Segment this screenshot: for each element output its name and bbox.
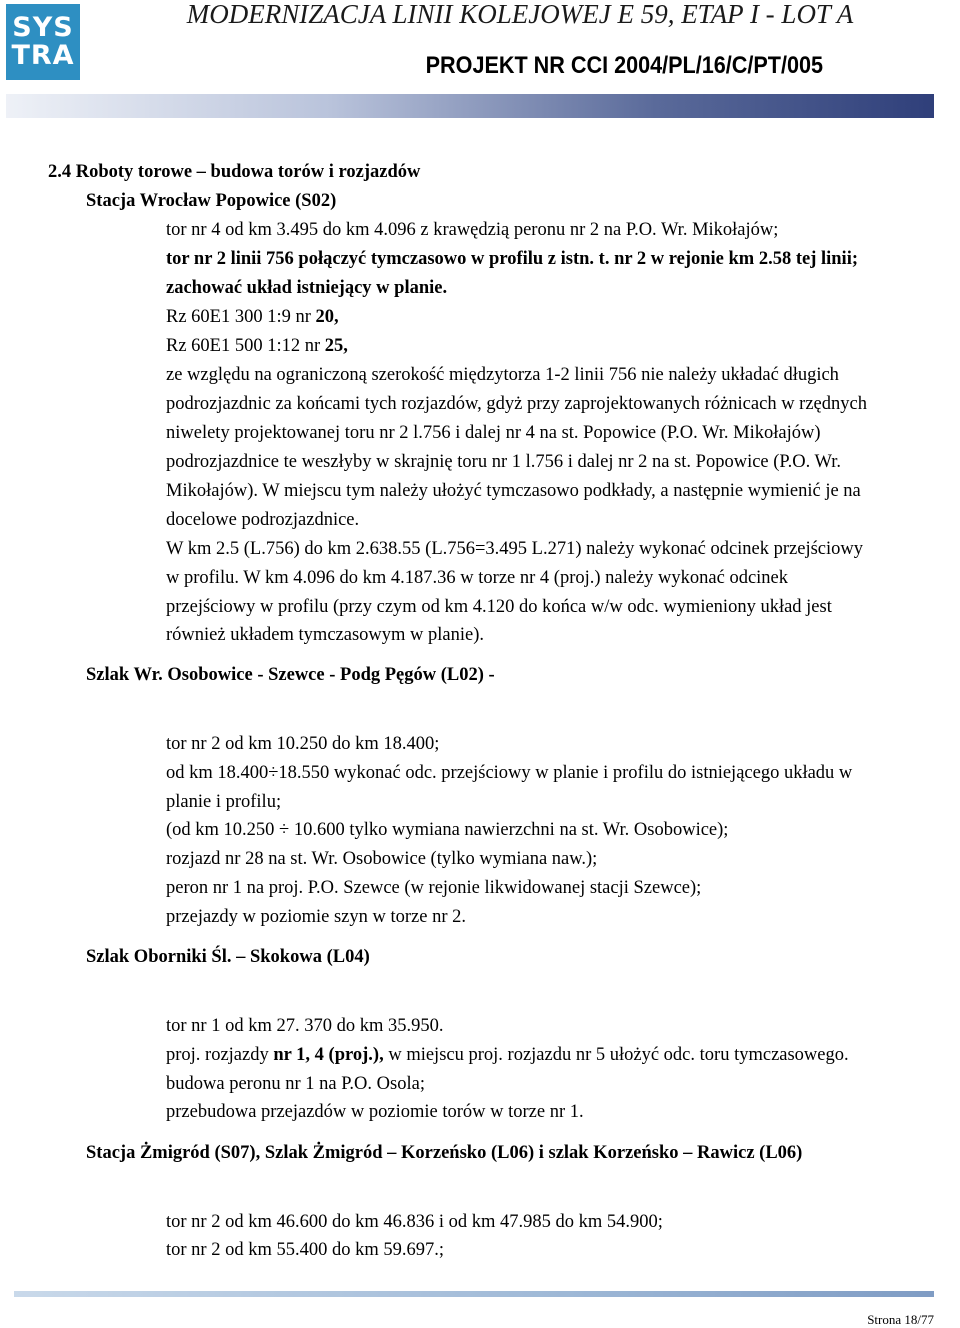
s02-paragraph-line: niwelety projektowanej toru nr 2 l.756 i dalej nr 4 na st. Popowice (P.O. Wr. Mikołajów) bbox=[166, 423, 821, 443]
s02-line: tor nr 4 od km 3.495 do km 4.096 z krawędzią peronu nr 2 na P.O. Wr. Mikołajów; bbox=[166, 220, 779, 240]
header-gradient-bar bbox=[6, 94, 934, 118]
s07-heading: Stacja Żmigród (S07), Szlak Żmigród – Korzeńsko (L06) i szlak Korzeńsko – Rawicz (L06) bbox=[86, 1143, 803, 1163]
s02-line: zachować układ istniejący w planie. bbox=[166, 278, 448, 298]
l04-item: przebudowa przejazdów w poziomie torów w torze nr 1. bbox=[166, 1102, 584, 1122]
s02-heading: Stacja Wrocław Popowice (S02) bbox=[86, 191, 337, 211]
l04-item-text: proj. rozjazdy bbox=[166, 1045, 274, 1065]
systra-logo bbox=[6, 4, 80, 80]
l02-item: peron nr 1 na proj. P.O. Szewce (w rejonie likwidowanej stacji Szewce); bbox=[166, 878, 702, 898]
s02-paragraph-line: podrozjazdnice te weszłyby w skrajnię toru nr 1 l.756 i dalej nr 2 na st. Popowice (P.O. Wr. bbox=[166, 452, 842, 472]
s02-paragraph-line: przejściowy w profilu (przy czym od km 4.120 do końca w/w odc. wymieniony układ jest bbox=[166, 597, 832, 617]
s07-item: tor nr 2 od km 55.400 do km 59.697.; bbox=[166, 1240, 445, 1260]
page-number: Strona 18/77 bbox=[867, 1312, 934, 1327]
s02-paragraph-line: docelowe podrozjazdnice. bbox=[166, 510, 360, 530]
turnout-type: Rz 60E1 500 1:12 nr bbox=[166, 336, 325, 356]
turnout-line bbox=[166, 306, 339, 328]
footer-bar bbox=[14, 1291, 934, 1297]
l04-item bbox=[166, 1044, 849, 1066]
l04-item: budowa peronu nr 1 na P.O. Osola; bbox=[166, 1074, 425, 1094]
logo-text-top: SYS bbox=[12, 12, 74, 43]
l02-item: rozjazd nr 28 na st. Wr. Osobowice (tylko wymiana naw.); bbox=[166, 849, 598, 869]
document-title: MODERNIZACJA LINII KOLEJOWEJ E 59, ETAP I - LOT A bbox=[186, 0, 854, 29]
project-number: PROJEKT NR CCI 2004/PL/16/C/PT/005 bbox=[425, 52, 823, 79]
section-heading: 2.4 Roboty torowe – budowa torów i rozjazdów bbox=[48, 162, 421, 182]
l04-item-bold: nr 1, 4 (proj.), bbox=[273, 1045, 384, 1065]
s02-paragraph-line: ze względu na ograniczoną szerokość międzytorza 1-2 linii 756 nie należy układać długich bbox=[166, 365, 839, 385]
s02-paragraph-line: podrozjazdnic za końcami tych rozjazdów, gdyż przy zaprojektowanych różnicach w rzędnych bbox=[166, 394, 867, 414]
s02-paragraph-line: W km 2.5 (L.756) do km 2.638.55 (L.756=3.495 L.271) należy wykonać odcinek przejściowy bbox=[166, 539, 864, 559]
l02-item: (od km 10.250 ÷ 10.600 tylko wymiana nawierzchni na st. Wr. Osobowice); bbox=[166, 820, 729, 840]
l02-item: tor nr 2 od km 10.250 do km 18.400; bbox=[166, 734, 440, 754]
s02-paragraph-line: w profilu. W km 4.096 do km 4.187.36 w torze nr 4 (proj.) należy wykonać odcinek bbox=[166, 568, 789, 588]
l04-heading: Szlak Oborniki Śl. – Skokowa (L04) bbox=[86, 947, 370, 967]
turnout-line bbox=[166, 335, 348, 357]
l02-item: przejazdy w poziomie szyn w torze nr 2. bbox=[166, 907, 467, 927]
turnout-type: Rz 60E1 300 1:9 nr bbox=[166, 307, 316, 327]
l04-item: tor nr 1 od km 27. 370 do km 35.950. bbox=[166, 1016, 444, 1036]
s02-line: tor nr 2 linii 756 połączyć tymczasowo w profilu z istn. t. nr 2 w rejonie km 2.58 tej linii; bbox=[166, 249, 858, 269]
logo-text-bottom: TRA bbox=[11, 40, 75, 71]
l04-item-text: w miejscu proj. rozjazdu nr 5 ułożyć odc. toru tymczasowego. bbox=[383, 1045, 849, 1065]
turnout-number: 20, bbox=[315, 307, 339, 327]
l02-item: od km 18.400÷18.550 wykonać odc. przejściowy w planie i profilu do istniejącego układu w bbox=[166, 763, 853, 783]
s07-item: tor nr 2 od km 46.600 do km 46.836 i od km 47.985 do km 54.900; bbox=[166, 1212, 663, 1232]
l02-heading: Szlak Wr. Osobowice - Szewce - Podg Pęgów (L02) - bbox=[86, 665, 495, 685]
s02-paragraph-line: Mikołajów). W miejscu tym należy ułożyć tymczasowo podkłady, a następnie wymienić je na bbox=[166, 481, 861, 501]
turnout-number: 25, bbox=[324, 336, 348, 356]
s02-paragraph-line: również układem tymczasowym w planie). bbox=[166, 625, 484, 645]
l02-item: planie i profilu; bbox=[166, 792, 282, 812]
